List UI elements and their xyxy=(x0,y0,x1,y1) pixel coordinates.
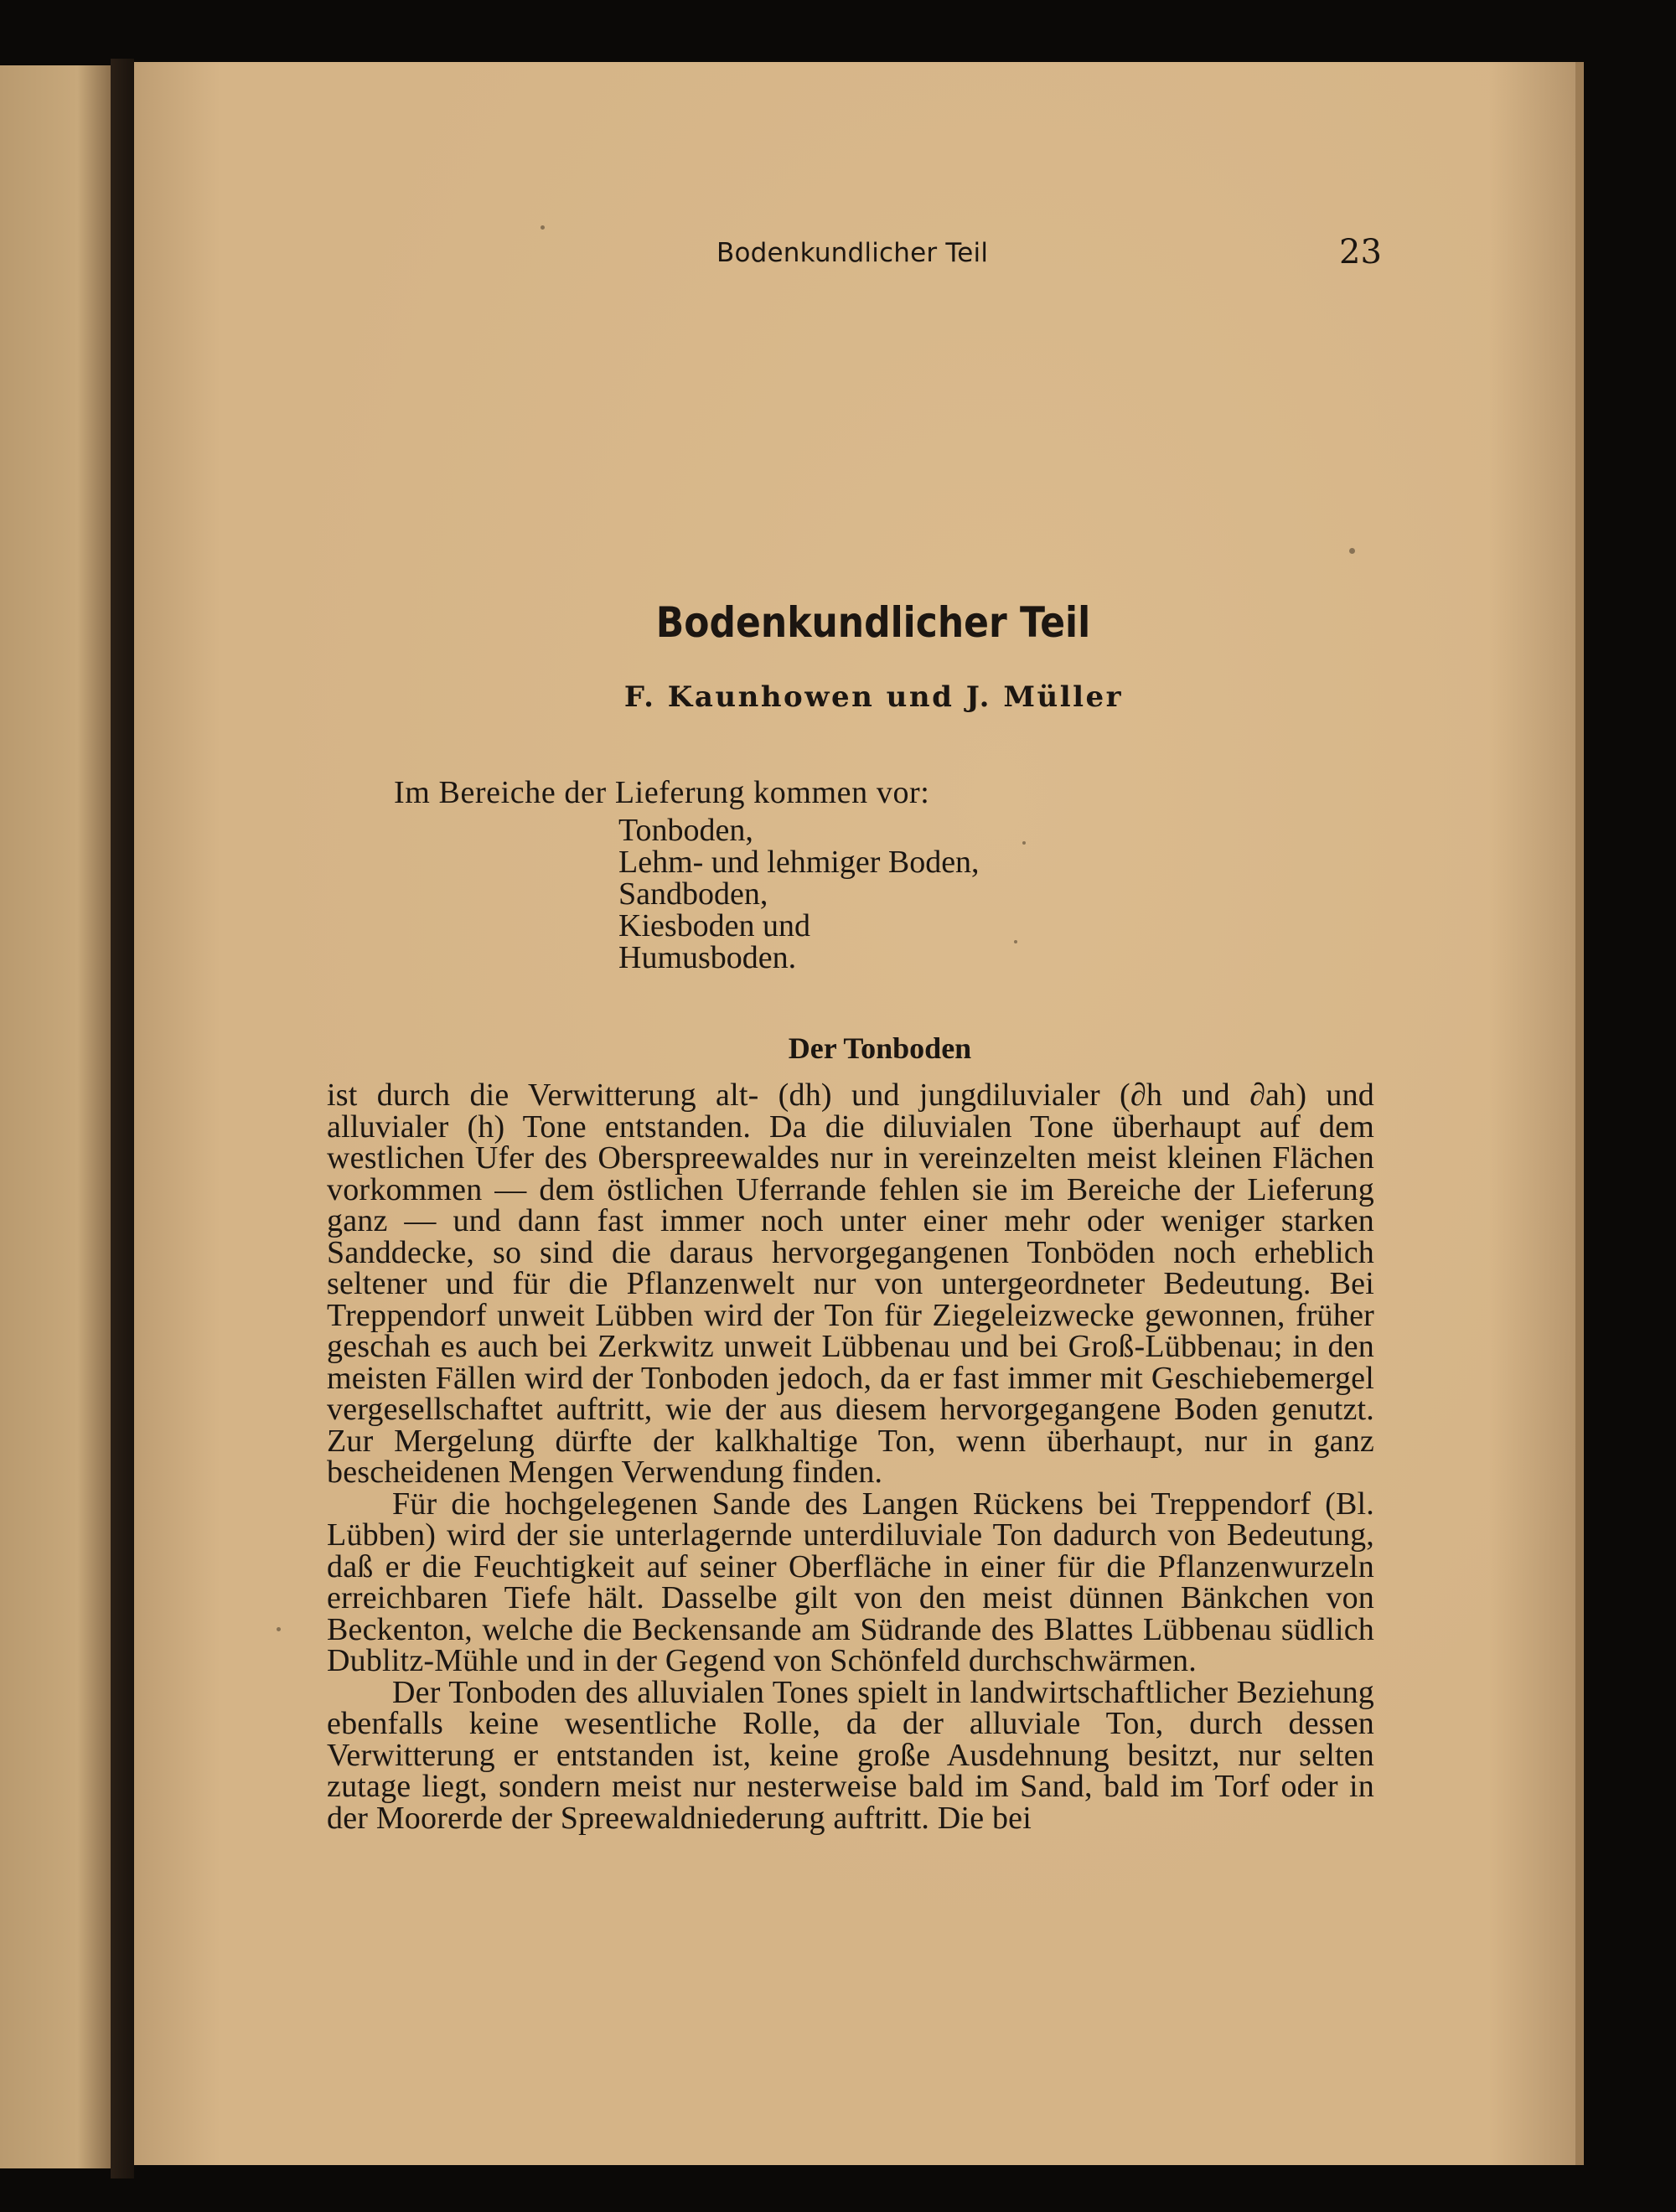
running-head-title: Bodenkundlicher Teil xyxy=(716,238,989,268)
paragraph: ist durch die Verwitterung alt- (dh) und jungdiluvialer (∂h und ∂ah) und alluvialer (h) Tone entstanden. Da die diluvialen Tone überhaupt auf dem westlichen Ufer des Oberspreewaldes nur in vereinzelten meist kleinen Flächen vorkommen — dem östlichen Uferrande fehlen sie im Bereiche der Lieferung ganz — und dann fast immer noch unter einer mehr oder weniger starken Sanddecke, so sind die daraus hervorgegangenen Tonböden noch erheblich seltener und für die Pflanzenwelt nur von untergeordneter Bedeutung. Bei Treppendorf unweit Lübben wird der Ton für Ziegeleizwecke gewonnen, früher geschah es auch bei Zerkwitz unweit Lübbenau und bei Groß-Lübbenau; in den meisten Fällen wird der Tonboden jedoch, da er fast immer mit Geschiebemergel vergesellschaftet auftritt, wie der aus diesem hervorgegangene Boden genutzt. Zur Mergelung dürfte der kalkhaltige Ton, wenn überhaupt, nur in ganz bescheidenen Mengen Verwendung finden. xyxy=(327,1078,1374,1490)
page-number: 23 xyxy=(1339,233,1382,271)
authors-line: F. Kaunhowen und J. Müller xyxy=(623,680,1124,714)
chapter-title: Bodenkundlicher Teil xyxy=(655,598,1091,647)
soil-type-list xyxy=(618,814,980,974)
left-page-edge xyxy=(0,65,111,2168)
page-edge xyxy=(1575,62,1584,2165)
paper-speck xyxy=(1014,940,1017,943)
book-page xyxy=(134,62,1575,2165)
paper-speck xyxy=(1349,548,1355,554)
list-item: Tonboden, xyxy=(618,813,753,848)
paper-speck xyxy=(277,1627,281,1631)
book-spine xyxy=(111,59,134,2178)
body-text xyxy=(327,1080,1374,1834)
paper-speck xyxy=(1022,841,1026,845)
section-heading: Der Tonboden xyxy=(788,1031,972,1065)
list-item: Humusboden. xyxy=(618,940,797,975)
list-item: Sandboden, xyxy=(618,876,768,912)
intro-sentence: Im Bereiche der Lieferung kommen vor: xyxy=(394,775,930,810)
list-item: Lehm- und lehmiger Boden, xyxy=(618,845,980,880)
paragraph: Der Tonboden des alluvialen Tones spielt in landwirtschaftlicher Beziehung ebenfalls keine wesentliche Rolle, da der alluviale Ton, durch dessen Verwitterung er entstanden ist, keine große Ausdehnung besitzt, nur selten zutage liegt, sondern meist nur nesterweise bald im Sand, bald im Torf oder in der Moorerde der Spreewaldniederung auftritt. Die bei xyxy=(327,1674,1374,1836)
paper-speck xyxy=(541,225,545,230)
list-item: Kiesboden und xyxy=(618,908,811,943)
paragraph: Für die hochgelegenen Sande des Langen Rückens bei Treppendorf (Bl. Lübben) wird der sie unterlagernde unterdiluviale Ton dadurch von Bedeutung, daß er die Feuchtigkeit auf seiner Oberfläche in einer für die Pflanzenwurzeln erreichbaren Tiefe hält. Dasselbe gilt von den meist dünnen Bänkchen von Beckenton, welche die Beckensande am Südrande des Blattes Lübbenau südlich Dublitz-Mühle und in der Gegend von Schönfeld durchschwärmen. xyxy=(327,1486,1374,1678)
